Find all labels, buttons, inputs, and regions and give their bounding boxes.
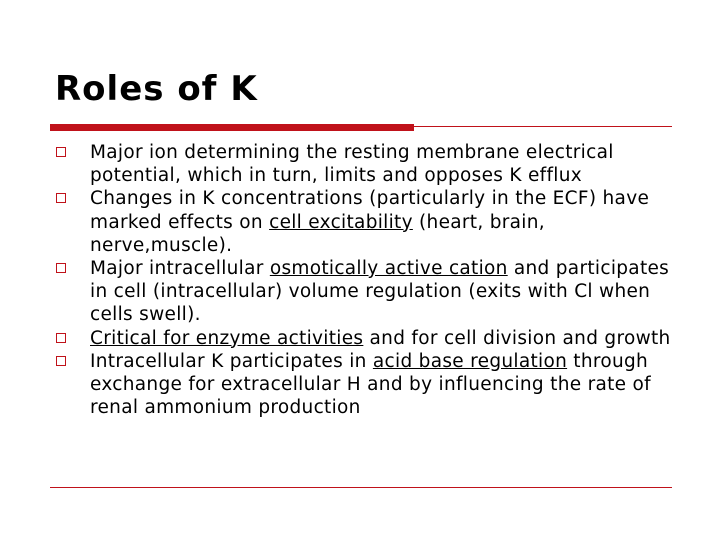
bullet-list — [54, 141, 674, 419]
bullet-text: through exchange for extracellular H and by influencing the rate of renal ammonium production — [90, 350, 651, 419]
bullet-text: Changes in K concentrations (particularly in the ECF) have marked effects on — [90, 188, 650, 233]
bullet-text: and participates in cell (intracellular) volume regulation (exits with Cl when cells swell). — [90, 258, 670, 326]
square-bullet-icon — [56, 356, 66, 366]
footer-divider — [50, 487, 672, 488]
bullet-text: (heart, brain, nerve,muscle). — [90, 211, 545, 256]
underlined-term: osmotically active cation — [269, 258, 508, 280]
underlined-term: Critical for enzyme activities — [90, 327, 364, 349]
bullet-text: Major intracellular — [90, 258, 270, 280]
square-bullet-icon — [56, 333, 66, 343]
bullet-text: Major ion determining the resting membrane electrical potential, which in turn, limits and opposes K efflux — [90, 142, 614, 187]
bullet-item-enzyme-activities — [54, 327, 674, 350]
bullet-item-osmotic-cation — [54, 257, 674, 327]
square-bullet-icon — [56, 263, 66, 273]
title-divider-accent — [50, 124, 414, 131]
bullet-item-excitability — [54, 187, 674, 257]
square-bullet-icon — [56, 147, 66, 157]
bullet-text: Intracellular K participates in — [90, 350, 373, 372]
bullet-item-ion-potential — [54, 141, 674, 187]
bullet-text: and for cell division and growth — [363, 327, 671, 349]
slide-title: Roles of K — [55, 69, 258, 109]
square-bullet-icon — [56, 193, 66, 203]
underlined-term: cell excitability — [269, 211, 413, 233]
bullet-item-acid-base — [54, 350, 674, 420]
underlined-term: acid base regulation — [372, 350, 568, 372]
